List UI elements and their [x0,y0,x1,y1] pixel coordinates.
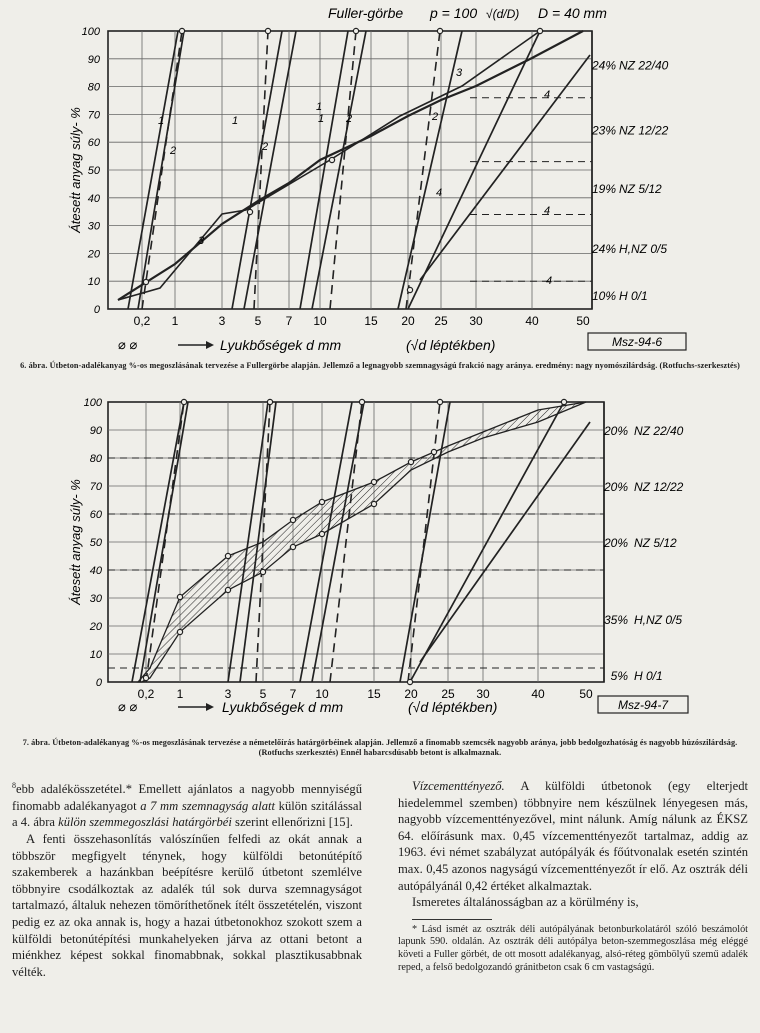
figure-6-y-tick-label: 40 [87,192,100,205]
left-p1-emphasis-1: a 7 mm szemnagyság alatt [140,798,276,813]
figure-7-fraction-percent: 20% [603,480,628,494]
figure-7-y-tick-label: 20 [89,621,102,633]
figure-6-curve-label: 2 [262,141,269,153]
figure-6-point [353,28,358,33]
figure-6-curve-label: 1 [316,101,323,113]
figure-7-x-tick-label: 7 [289,687,297,701]
figure-7-y-tick-label: 0 [95,677,102,689]
figure-7-point [181,399,186,404]
left-p1-text-c: szerint ellenőrizni [15]. [231,815,353,830]
figure-7 [0,392,760,732]
figure-6-x-tick-label: 30 [469,314,483,328]
figure-7-x-tick-label: 50 [579,687,593,701]
figure-7-x-tick-label: 25 [441,687,455,701]
left-column [12,778,362,980]
right-p1-text: A külföldi útbetonok (egy elterjedt hiedelemmel szemben) többnyire nem készülnek lényegesen más, nagyobb vízcementtényezővel, mint nálunk. Amíg nálunk az ÉKSZ 64. előírásunk max. 0,45 vízcementtényezőt tartalmaz, addig az 1963. évi német szabályzat autópályák és főútvonalak esetén szintén max. 0,45 azonos nagyságú vízcementtényezőt ír elő. Az osztrák déli autópályánál 0,42 értéket alkalmaztak. [398,779,748,893]
figure-7-point [407,679,412,684]
figure-6-y-ticks [82,26,101,316]
figure-7-point [290,517,295,522]
figure-6-ylabel: Áteseṫt anyag súly- % [68,107,83,233]
figure-7-y-tick-label: 80 [89,453,102,465]
figure-7-point [371,479,376,484]
figure-7-caption: 7. ábra. Útbeton-adalékanyag %-os megoszlásának tervezése a németelőírás határgörbéinek alapján. Jellemző a finomabb szemcsék nagyobb aránya, jobb bedolgozhatóság és nagyobb húzószilárdság. (Rotfuchs szerkesztés) Ennél habarcsdúsabb betont is alkalmaznak. [22,738,738,758]
figure-6-curve-label: 4 [436,187,443,199]
figure-6-curve-label: 2 [170,145,177,157]
figure-6-y-tick-label: 20 [87,248,100,261]
figure-7-point [143,675,148,680]
right-p1-heading: Vízcementtényező. [412,779,505,793]
figure-6-fraction-percent: 23% [591,123,616,138]
figure-6-y-tick-label: 80 [87,81,100,94]
figure-6-xsymbols: ⌀ ⌀ [118,337,138,352]
figure-6-point [407,287,412,292]
figure-6-point [265,28,270,33]
figure-6-fuller-curve [118,31,583,300]
figure-7-point [437,399,442,404]
figure-7-y-tick-label: 30 [89,593,102,605]
figure-6-fraction-percent: 24% [591,241,616,256]
figure-6-point [179,28,184,33]
figure-6-x-tick-label: 40 [525,314,539,328]
figure-6-fraction-name: NZ 5/12 [619,182,662,197]
figure-7-stamp: Msz-94-7 [617,698,669,712]
figure-7-point [371,501,376,506]
figure-6-y-tick-label: 90 [87,53,100,66]
figure-7-point [267,399,272,404]
footnote-text: * Lásd ismét az osztrák déli autópályának betonburkolatáról szóló beszámolót lapunk 590. oldalán. Az osztrák déli autópálya beton-szemmegoszlása még eléggé követi a Fuller görbét, de ott mosott adalékanyag, alsó-réteg gömbölyű szemű adalék reped, a felső bedolgozandó gránitbeton csak 6 cm vastagságú. [398,923,748,973]
figure-6-x-tick-label: 10 [313,314,327,328]
figure-6-x-tick-label: 25 [434,314,448,328]
figure-7-fraction-percent: 20% [603,424,628,438]
figure-7-y-tick-label: 90 [89,425,102,437]
figure-6-fraction-percent: 19% [591,182,616,197]
figure-6-fraction-percent: 10% [591,289,616,304]
figure-7-y-tick-label: 70 [89,481,102,493]
figure-7-point [319,499,324,504]
figure-6-point [537,28,542,33]
right-paragraph-1 [398,778,748,894]
figure-7-point [561,399,566,404]
figure-7-x-ticks [138,687,593,701]
footnote-rule [412,919,492,920]
figure-6-y-tick-label: 50 [87,165,100,177]
figure-7-y-tick-label: 50 [89,537,102,549]
figure-7-fraction-percent: 5% [610,669,628,683]
left-p1-text-b: külön szitálással a 4. ábra [12,798,363,830]
figure-7-chart [0,392,760,732]
figure-6-point [247,209,252,214]
figure-6-curve-label: 2 [346,113,353,125]
left-paragraph-2: A fenti összehasonlítás valószínűen felfedi az okát annak a többször megfigyelt ténynek, hogy külföldi betonútépítő szakemberek a hazánkban beépítésre kerülő útbetont szemlélve többnyire csodálkoztak az adalék túl sok durva szemnagyságot tartalmazó, általuk nehezen tömöríthetőnek ítélt összetételén, viszont pedig ez az oka annak is, hogy a hazai útbetonokhoz szokott szem a külföldi betonútépítési munkahelyeken járva az ottani betont a miénkhez képest sokkal finomabbnak, sokkal plasztikusabbnak vélték. [12,831,362,979]
figure-7-x-tick-label: 40 [531,687,545,701]
figure-6-x-tick-label: 7 [285,314,293,328]
figure-6-curve-label: 4 [544,205,551,217]
figure-6-chart [0,0,760,360]
left-paragraph-1: $^8$ebb adalékösszetétel.* Emellett ajánlatos a nagyobb mennyiségű finomabb adalékanyagot a 7 mm szemnagyság alatt külön szitálással a 4. ábra külön szemmegoszlási határgörbéi szerint ellenőrizni [15]. [12,781,363,830]
figure-7-x-tick-label: 30 [476,687,490,701]
figure-6-x-tick-label: 5 [254,314,262,328]
figure-6-x-tick-label: 50 [576,314,590,328]
figure-7-x-tick-label: 15 [367,687,381,701]
figure-6 [0,0,760,360]
figure-6-y-tick-label: 100 [81,26,100,38]
figure-7-y-tick-label: 60 [89,509,102,521]
figure-7-fraction-percent: 20% [603,536,628,550]
figure-7-x-tick-label: 10 [315,687,329,701]
right-paragraph-2: Ismeretes általánosságban az a körülmény is, [412,895,639,910]
figure-7-xlabel-scale: (√d léptékben) [408,699,498,715]
figure-7-y-tick-label: 40 [89,565,102,577]
figure-6-fraction-percent: 24% [591,58,616,73]
figure-6-point [437,28,442,33]
figure-6-curve-label: 2 [432,111,439,123]
figure-7-x-tick-label: 0,2 [137,687,155,701]
fuller-formula: p = 100 [430,5,478,21]
figure-6-x-tick-label: 0,2 [133,314,151,328]
fuller-formula-d: D = 40 mm [538,5,607,21]
figure-7-point [319,531,324,536]
figure-7-point [177,629,182,634]
figure-6-y-tick-label: 10 [87,276,100,289]
figure-7-fractions [108,424,684,683]
figure-6-x-tick-label: 20 [401,314,415,328]
figure-6-grading-line [420,55,590,280]
figure-7-y-tick-label: 100 [83,397,102,409]
figure-6-xlabel-scale: (√d léptékben) [406,337,496,353]
figure-7-point [408,459,413,464]
figure-6-fraction-name: NZ 22/40 [619,58,669,73]
figure-7-ylabel: Áteseṫt anyag súly- % [68,479,83,605]
figure-7-fraction-name: NZ 12/22 [634,480,684,494]
footnote [398,924,748,974]
figure-6-curve-label: 1 [158,115,165,127]
figure-6-curve-label: 1 [232,115,239,127]
figure-7-arrow-head [206,703,214,711]
figure-6-stamp: Msz-94-6 [611,335,663,349]
figure-6-x-ticks [134,314,590,328]
figure-6-curve-label: 4 [544,89,551,101]
fuller-title: Fuller-görbe [328,5,404,21]
figure-7-point [359,399,364,404]
figure-6-fractions [470,58,669,303]
figure-6-y-tick-label: 0 [93,304,100,316]
figure-7-fraction-name: H 0/1 [634,669,663,683]
figure-6-curve-label: 1 [318,113,325,125]
right-column [398,778,748,974]
figure-7-x-tick-label: 5 [259,687,267,701]
figure-6-fraction-name: NZ 12/22 [619,123,669,138]
figure-7-point [225,587,230,592]
figure-7-fraction-name: NZ 22/40 [634,424,684,438]
figure-7-fraction-name: H,NZ 0/5 [634,613,683,627]
figure-6-arrow-head [206,341,214,349]
left-p1-text-a: ebb adalékösszetétel.* Emellett ajánlatos a nagyobb mennyiségű finomabb adalékanyagot [12,782,362,813]
fuller-formula-root: √(d/D) [486,7,520,21]
figure-6-curve-label: 4 [546,275,553,287]
figure-6-fraction-name: H,NZ 0/5 [619,241,668,256]
figure-7-xsymbols: ⌀ ⌀ [118,699,138,714]
figure-7-point [431,449,436,454]
figure-7-y-tick-label: 10 [89,649,102,661]
figure-6-x-tick-label: 15 [364,314,378,328]
figure-7-fraction-name: NZ 5/12 [634,536,677,550]
figure-6-xlabel: Lyukbőségek d mm [220,337,342,353]
figure-6-y-tick-label: 70 [87,109,100,122]
figure-6-y-tick-label: 30 [87,220,100,233]
figure-7-point [290,544,295,549]
figure-6-curves [118,28,590,309]
figure-7-y-ticks [84,397,103,689]
figure-7-xlabel: Lyukbőségek d mm [222,699,344,715]
figure-7-fraction-percent: 35% [603,613,628,627]
figure-7-point [177,594,182,599]
figure-6-curve-label: 3 [198,235,205,247]
figure-6-curve-label: 3 [456,67,463,79]
figure-7-point [225,553,230,558]
figure-6-point [329,157,334,162]
figure-6-point [143,279,148,284]
figure-6-curve-labels [158,67,552,287]
left-p1-emphasis-2: külön szemmegoszlási határgörbéi [58,815,232,830]
figure-6-caption: 6. ábra. Útbeton-adalékanyag %-os megoszlásának tervezése a Fullergörbe alapján. Jellemző a legnagyobb szemnagyságú frakció nagy aránya. eredmény: nagy nyomószilárdság. (Rotfuchs-szerkesztés) [20,361,740,370]
figure-6-fraction-name: H 0/1 [619,289,648,304]
figure-6-x-tick-label: 3 [218,314,226,328]
figure-6-x-tick-label: 1 [171,314,179,328]
figure-6-y-tick-label: 60 [87,137,100,150]
figure-7-x-tick-label: 3 [224,687,232,701]
figure-7-x-tick-label: 20 [404,687,418,701]
figure-7-x-tick-label: 1 [176,687,184,701]
